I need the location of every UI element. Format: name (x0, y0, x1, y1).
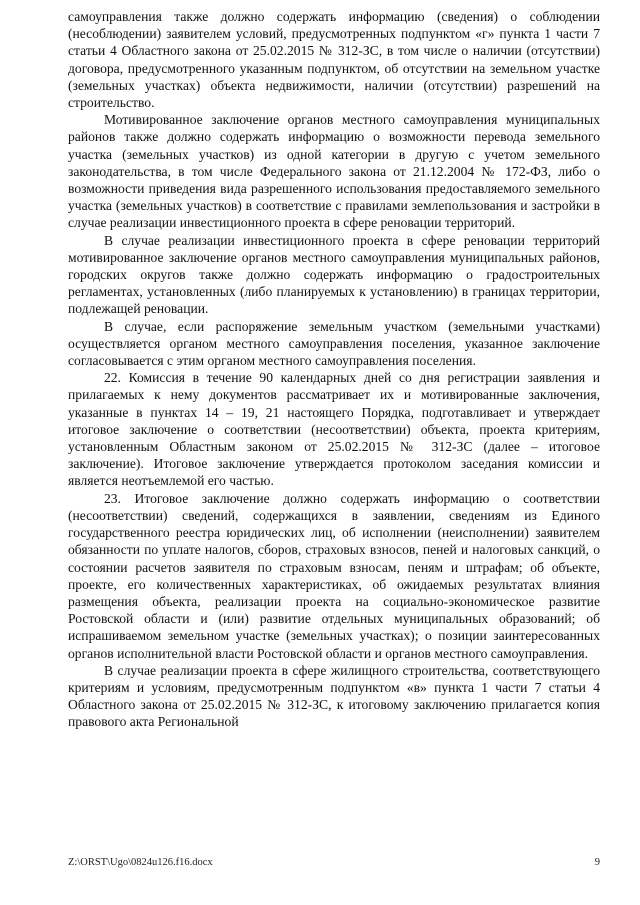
document-page (68, 8, 600, 731)
paragraph-housing-construction: В случае реализации проекта в сфере жилищного строительства, соответствующего критериям и условиям, предусмотренным подпунктом «в» пункта 1 части 7 статьи 4 Областного закона от 25.02.2015 № 312-ЗС, к итоговому заключению прилагается копия правового акта Региональной (68, 662, 600, 730)
paragraph-item-23: 23. Итоговое заключение должно содержать информацию о соответствии (несоответствии) сведений, содержащихся в заявлении, сведениям из Единого государственного реестра юридических лиц, об исполнении (неисполнении) заявителем обязанности по уплате налогов, сборов, страховых взносов, пеней и налоговых санкций, о состоянии расчетов заявителя по страховым взносам, пеням и штрафам; об объекте, проекте, его количественных характеристиках, об ожидаемых результатах влияния размещения объекта, реализации проекта на социально-экономическое развитие Ростовской области и (или) развитие отдельных муниципальных образований; об испрашиваемом земельном участке (земельных участках); о позиции заинтересованных органов исполнительной власти Ростовской области и органов местного самоуправления. (68, 490, 600, 661)
page-footer (68, 857, 600, 871)
paragraph-continuation: самоуправления также должно содержать информацию (сведения) о соблюдении (несоблюдении) заявителем условий, предусмотренных подпунктом «г» пункта 1 части 7 статьи 4 Областного закона от 25.02.2015 № 312-ЗС, в том числе о наличии (отсутствии) договора, предусмотренного указанным подпунктом, об отсутствии на земельном участке (земельных участках) объекта недвижимости, наличии (отсутствии) разрешений на строительство. (68, 9, 600, 111)
page-number: 9 (594, 857, 600, 868)
file-path: Z:\ORST\Ugo\0824u126.f16.docx (68, 857, 213, 868)
paragraph-item-22: 22. Комиссия в течение 90 календарных дней со дня регистрации заявления и прилагаемых к нему документов рассматривает их и мотивированные заключения, указанные в пунктах 14 – 19, 21 настоящего Порядка, подготавливает и утверждает итоговое заключение о соответствии (несоответствии) объекта, проекта критериям, установленным Областным законом от 25.02.2015 № 312-ЗС (далее – итоговое заключение). Итоговое заключение утверждается протоколом заседания комиссии и является неотъемлемой его частью. (68, 370, 600, 489)
paragraph-motivated-conclusion: Мотивированное заключение органов местного самоуправления муниципальных районов также должно содержать информацию о возможности перевода земельного участка (земельных участков) из одной категории в другую с учетом земельного законодательства, в том числе Федерального закона от 21.12.2004 № 172-ФЗ, либо о возможности приведения вида разрешенного использования предоставляемого земельного участка (земельных участков) в соответствие с правилами землепользования и застройки в случае реализации инвестиционного проекта в сфере реновации территорий. (68, 112, 600, 231)
paragraph-renovation-case: В случае реализации инвестиционного проекта в сфере реновации территорий мотивированное заключение органов местного самоуправления муниципальных районов, городских округов также должно содержать информацию о градостроительных регламентах, установленных (либо планируемых к установлению) в границах территории, подлежащей реновации. (68, 232, 600, 317)
paragraph-settlement-approval: В случае, если распоряжение земельным участком (земельными участками) осуществляется органом местного самоуправления поселения, указанное заключение согласовывается с этим органом местного самоуправления поселения. (68, 318, 600, 369)
